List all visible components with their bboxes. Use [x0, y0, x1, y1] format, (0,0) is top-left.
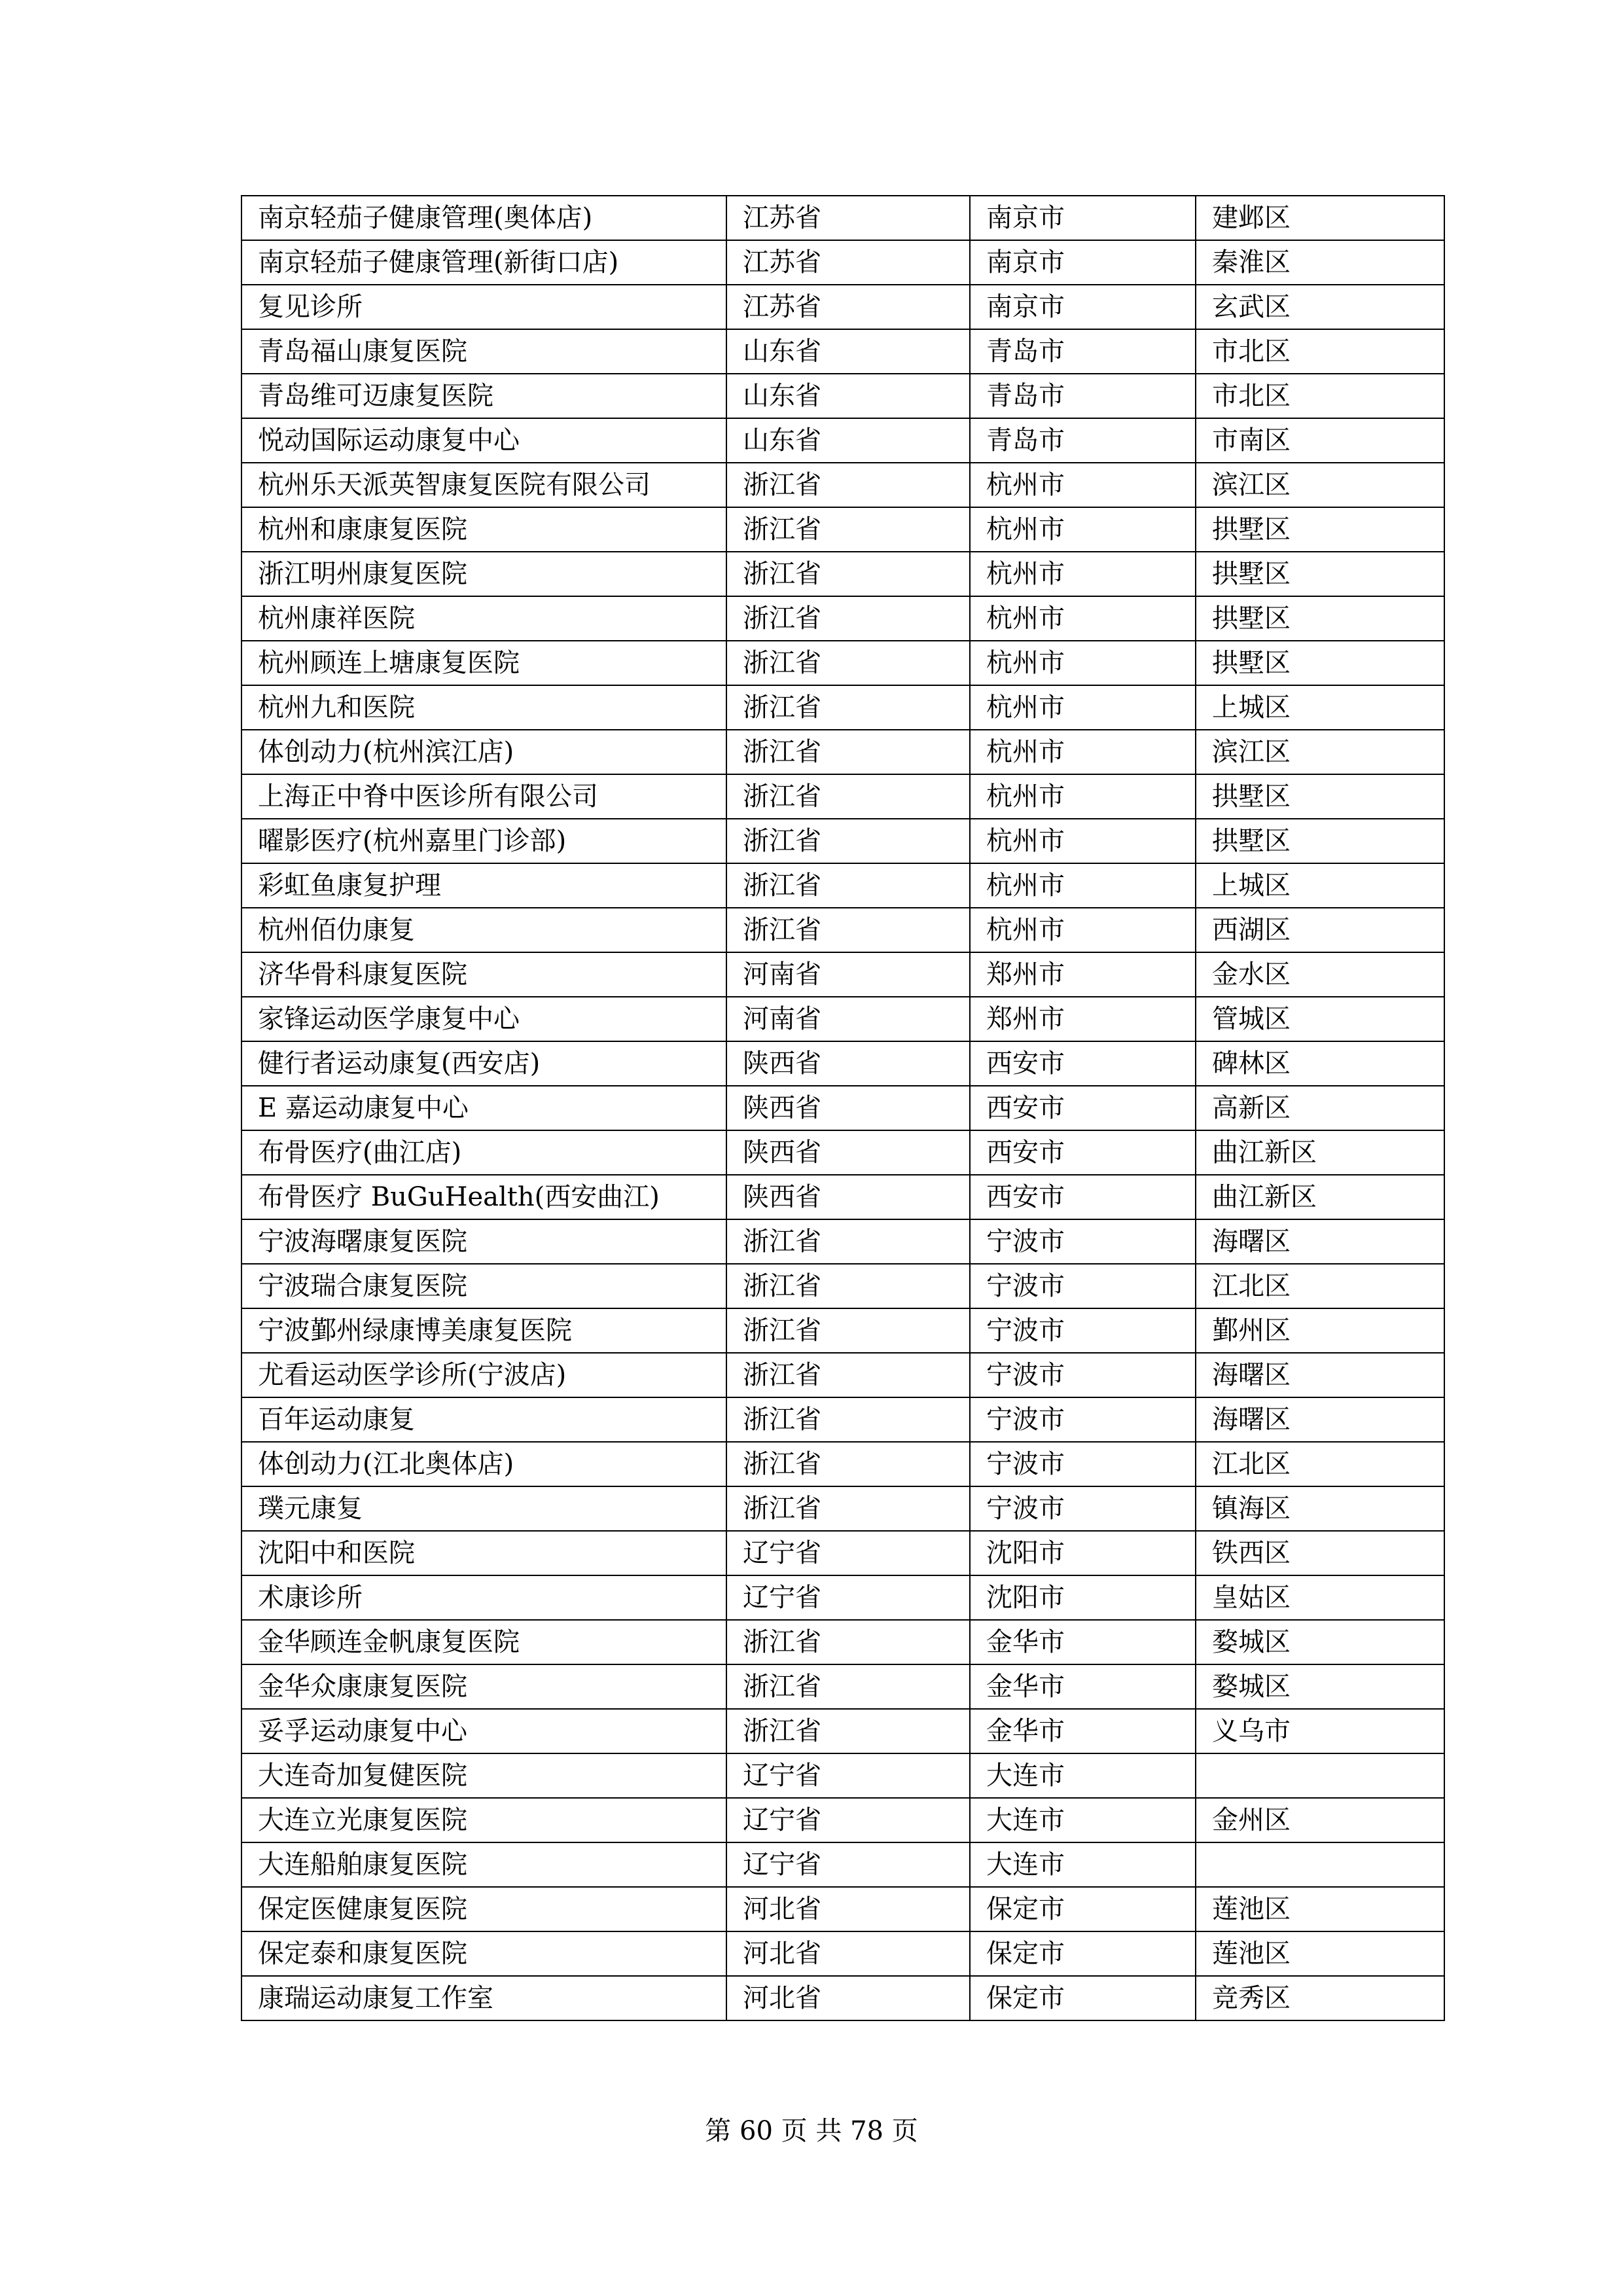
city-cell: 郑州市: [970, 997, 1196, 1041]
city-cell: 杭州市: [970, 863, 1196, 908]
district-cell: 管城区: [1196, 997, 1444, 1041]
institution-name-cell: 曜影医疗(杭州嘉里门诊部): [241, 819, 726, 863]
institution-name-cell: 彩虹鱼康复护理: [241, 863, 726, 908]
city-cell: 宁波市: [970, 1397, 1196, 1442]
province-cell: 浙江省: [726, 1486, 970, 1531]
table-row: [241, 952, 1444, 997]
institution-name-cell: 金华众康康复医院: [241, 1664, 726, 1709]
page-footer: [0, 2113, 1623, 2149]
city-cell: 西安市: [970, 1041, 1196, 1086]
institution-name-cell: 保定泰和康复医院: [241, 1931, 726, 1976]
table-row: [241, 596, 1444, 641]
table-row: [241, 819, 1444, 863]
province-cell: 浙江省: [726, 641, 970, 685]
table-row: [241, 1442, 1444, 1486]
district-cell: 莲池区: [1196, 1931, 1444, 1976]
institution-name-cell: 杭州佰仂康复: [241, 908, 726, 952]
district-cell: 拱墅区: [1196, 596, 1444, 641]
province-cell: 浙江省: [726, 819, 970, 863]
province-cell: 浙江省: [726, 596, 970, 641]
city-cell: 宁波市: [970, 1353, 1196, 1397]
table-row: [241, 374, 1444, 418]
institution-name-cell: 沈阳中和医院: [241, 1531, 726, 1575]
institution-name-cell: 健行者运动康复(西安店): [241, 1041, 726, 1086]
institution-name-cell: 璞元康复: [241, 1486, 726, 1531]
table-row: [241, 1175, 1444, 1219]
city-cell: 杭州市: [970, 685, 1196, 730]
district-cell: 竞秀区: [1196, 1976, 1444, 2020]
province-cell: 浙江省: [726, 507, 970, 552]
district-cell: 莲池区: [1196, 1887, 1444, 1931]
province-cell: 浙江省: [726, 863, 970, 908]
province-cell: 浙江省: [726, 1353, 970, 1397]
institution-table: [241, 195, 1445, 2021]
institution-name-cell: 金华顾连金帆康复医院: [241, 1620, 726, 1664]
province-cell: 江苏省: [726, 240, 970, 285]
province-cell: 浙江省: [726, 1442, 970, 1486]
district-cell: 婺城区: [1196, 1620, 1444, 1664]
city-cell: 保定市: [970, 1887, 1196, 1931]
district-cell: 拱墅区: [1196, 819, 1444, 863]
district-cell: 金州区: [1196, 1798, 1444, 1842]
province-cell: 山东省: [726, 329, 970, 374]
district-cell: 拱墅区: [1196, 552, 1444, 596]
province-cell: 河北省: [726, 1887, 970, 1931]
institution-name-cell: 杭州康祥医院: [241, 596, 726, 641]
table-row: [241, 1798, 1444, 1842]
table-body: [241, 196, 1444, 2020]
table-row: [241, 1842, 1444, 1887]
table-row: [241, 1219, 1444, 1264]
city-cell: 杭州市: [970, 507, 1196, 552]
table-row: [241, 1486, 1444, 1531]
city-cell: 青岛市: [970, 374, 1196, 418]
table-row: [241, 1308, 1444, 1353]
district-cell: 拱墅区: [1196, 641, 1444, 685]
province-cell: 山东省: [726, 418, 970, 463]
institution-name-cell: 保定医健康复医院: [241, 1887, 726, 1931]
city-cell: 杭州市: [970, 552, 1196, 596]
district-cell: 上城区: [1196, 685, 1444, 730]
province-cell: 浙江省: [726, 774, 970, 819]
institution-name-cell: 体创动力(杭州滨江店): [241, 730, 726, 774]
city-cell: 金华市: [970, 1709, 1196, 1753]
table-row: [241, 1130, 1444, 1175]
province-cell: 浙江省: [726, 730, 970, 774]
table-row: [241, 463, 1444, 507]
province-cell: 浙江省: [726, 1264, 970, 1308]
institution-name-cell: 南京轻茄子健康管理(新街口店): [241, 240, 726, 285]
table-row: [241, 641, 1444, 685]
district-cell: 海曙区: [1196, 1219, 1444, 1264]
district-cell: 拱墅区: [1196, 507, 1444, 552]
district-cell: 西湖区: [1196, 908, 1444, 952]
district-cell: 建邺区: [1196, 196, 1444, 240]
district-cell: 高新区: [1196, 1086, 1444, 1130]
city-cell: 青岛市: [970, 418, 1196, 463]
district-cell: 秦淮区: [1196, 240, 1444, 285]
table-row: [241, 285, 1444, 329]
province-cell: 浙江省: [726, 1219, 970, 1264]
district-cell: 海曙区: [1196, 1397, 1444, 1442]
district-cell: 滨江区: [1196, 730, 1444, 774]
city-cell: 西安市: [970, 1130, 1196, 1175]
district-cell: 镇海区: [1196, 1486, 1444, 1531]
table-row: [241, 1664, 1444, 1709]
province-cell: 浙江省: [726, 1620, 970, 1664]
province-cell: 河南省: [726, 997, 970, 1041]
table-row: [241, 329, 1444, 374]
table-row: [241, 1086, 1444, 1130]
province-cell: 辽宁省: [726, 1531, 970, 1575]
institution-name-cell: 杭州乐天派英智康复医院有限公司: [241, 463, 726, 507]
city-cell: 大连市: [970, 1798, 1196, 1842]
city-cell: 宁波市: [970, 1219, 1196, 1264]
current-page-number: 60: [740, 2116, 773, 2146]
city-cell: 杭州市: [970, 774, 1196, 819]
institution-name-cell: 百年运动康复: [241, 1397, 726, 1442]
institution-name-cell: 康瑞运动康复工作室: [241, 1976, 726, 2020]
district-cell: 江北区: [1196, 1442, 1444, 1486]
district-cell: 海曙区: [1196, 1353, 1444, 1397]
city-cell: 南京市: [970, 240, 1196, 285]
province-cell: 江苏省: [726, 196, 970, 240]
province-cell: 江苏省: [726, 285, 970, 329]
province-cell: 浙江省: [726, 1664, 970, 1709]
table-row: [241, 1931, 1444, 1976]
institution-name-cell: 妥孚运动康复中心: [241, 1709, 726, 1753]
province-cell: 浙江省: [726, 1308, 970, 1353]
district-cell: 曲江新区: [1196, 1130, 1444, 1175]
province-cell: 浙江省: [726, 1709, 970, 1753]
district-cell: 江北区: [1196, 1264, 1444, 1308]
institution-name-cell: 南京轻茄子健康管理(奥体店): [241, 196, 726, 240]
province-cell: 辽宁省: [726, 1798, 970, 1842]
institution-name-cell: 宁波瑞合康复医院: [241, 1264, 726, 1308]
province-cell: 浙江省: [726, 908, 970, 952]
table-row: [241, 1041, 1444, 1086]
district-cell: 市南区: [1196, 418, 1444, 463]
institution-name-cell: 悦动国际运动康复中心: [241, 418, 726, 463]
district-cell: 鄞州区: [1196, 1308, 1444, 1353]
province-cell: 辽宁省: [726, 1753, 970, 1798]
city-cell: 保定市: [970, 1931, 1196, 1976]
table-row: [241, 552, 1444, 596]
table-row: [241, 997, 1444, 1041]
institution-name-cell: 布骨医疗(曲江店): [241, 1130, 726, 1175]
institution-name-cell: 家锋运动医学康复中心: [241, 997, 726, 1041]
institution-name-cell: 尤看运动医学诊所(宁波店): [241, 1353, 726, 1397]
institution-name-cell: 术康诊所: [241, 1575, 726, 1620]
province-cell: 浙江省: [726, 1397, 970, 1442]
table-row: [241, 196, 1444, 240]
table-row: [241, 774, 1444, 819]
institution-name-cell: 杭州顾连上塘康复医院: [241, 641, 726, 685]
table-row: [241, 1397, 1444, 1442]
city-cell: 西安市: [970, 1175, 1196, 1219]
institution-name-cell: 复见诊所: [241, 285, 726, 329]
city-cell: 宁波市: [970, 1486, 1196, 1531]
institution-name-cell: 大连立光康复医院: [241, 1798, 726, 1842]
institution-name-cell: 青岛维可迈康复医院: [241, 374, 726, 418]
district-cell: 金水区: [1196, 952, 1444, 997]
district-cell: 上城区: [1196, 863, 1444, 908]
table-row: [241, 1264, 1444, 1308]
city-cell: 沈阳市: [970, 1575, 1196, 1620]
institution-name-cell: 青岛福山康复医院: [241, 329, 726, 374]
district-cell: 曲江新区: [1196, 1175, 1444, 1219]
city-cell: 南京市: [970, 285, 1196, 329]
city-cell: 杭州市: [970, 819, 1196, 863]
institution-name-cell: 大连奇加复健医院: [241, 1753, 726, 1798]
institution-name-cell: 宁波鄞州绿康博美康复医院: [241, 1308, 726, 1353]
city-cell: 大连市: [970, 1753, 1196, 1798]
footer-middle: 页 共: [781, 2116, 842, 2146]
province-cell: 陕西省: [726, 1041, 970, 1086]
table-row: [241, 507, 1444, 552]
province-cell: 陕西省: [726, 1130, 970, 1175]
institution-name-cell: 宁波海曙康复医院: [241, 1219, 726, 1264]
province-cell: 河北省: [726, 1976, 970, 2020]
city-cell: 沈阳市: [970, 1531, 1196, 1575]
district-cell: 铁西区: [1196, 1531, 1444, 1575]
city-cell: 金华市: [970, 1620, 1196, 1664]
table-row: [241, 730, 1444, 774]
table-row: [241, 685, 1444, 730]
district-cell: 滨江区: [1196, 463, 1444, 507]
institution-name-cell: 杭州九和医院: [241, 685, 726, 730]
table-row: [241, 418, 1444, 463]
institution-name-cell: 体创动力(江北奥体店): [241, 1442, 726, 1486]
province-cell: 陕西省: [726, 1086, 970, 1130]
district-cell: [1196, 1842, 1444, 1887]
institution-name-cell: 大连船舶康复医院: [241, 1842, 726, 1887]
district-cell: 碑林区: [1196, 1041, 1444, 1086]
province-cell: 浙江省: [726, 685, 970, 730]
institution-name-cell: 浙江明州康复医院: [241, 552, 726, 596]
province-cell: 辽宁省: [726, 1842, 970, 1887]
institution-name-cell: 上海正中脊中医诊所有限公司: [241, 774, 726, 819]
city-cell: 杭州市: [970, 463, 1196, 507]
city-cell: 青岛市: [970, 329, 1196, 374]
province-cell: 陕西省: [726, 1175, 970, 1219]
table-row: [241, 1353, 1444, 1397]
district-cell: 市北区: [1196, 329, 1444, 374]
table-row: [241, 1709, 1444, 1753]
table-row: [241, 1887, 1444, 1931]
city-cell: 金华市: [970, 1664, 1196, 1709]
institution-name-cell: 布骨医疗 BuGuHealth(西安曲江): [241, 1175, 726, 1219]
province-cell: 山东省: [726, 374, 970, 418]
district-cell: 玄武区: [1196, 285, 1444, 329]
province-cell: 河南省: [726, 952, 970, 997]
city-cell: 杭州市: [970, 596, 1196, 641]
table-row: [241, 1575, 1444, 1620]
district-cell: [1196, 1753, 1444, 1798]
city-cell: 宁波市: [970, 1442, 1196, 1486]
city-cell: 大连市: [970, 1842, 1196, 1887]
province-cell: 河北省: [726, 1931, 970, 1976]
district-cell: 义乌市: [1196, 1709, 1444, 1753]
district-cell: 婺城区: [1196, 1664, 1444, 1709]
city-cell: 宁波市: [970, 1264, 1196, 1308]
city-cell: 南京市: [970, 196, 1196, 240]
province-cell: 辽宁省: [726, 1575, 970, 1620]
city-cell: 杭州市: [970, 908, 1196, 952]
city-cell: 郑州市: [970, 952, 1196, 997]
institution-name-cell: 济华骨科康复医院: [241, 952, 726, 997]
city-cell: 西安市: [970, 1086, 1196, 1130]
city-cell: 保定市: [970, 1976, 1196, 2020]
institution-name-cell: 杭州和康康复医院: [241, 507, 726, 552]
table-row: [241, 240, 1444, 285]
table-row: [241, 1531, 1444, 1575]
footer-prefix: 第: [705, 2116, 732, 2146]
table-row: [241, 863, 1444, 908]
footer-suffix: 页: [891, 2116, 918, 2146]
district-cell: 拱墅区: [1196, 774, 1444, 819]
district-cell: 皇姑区: [1196, 1575, 1444, 1620]
city-cell: 杭州市: [970, 730, 1196, 774]
table-row: [241, 908, 1444, 952]
institution-name-cell: E 嘉运动康复中心: [241, 1086, 726, 1130]
province-cell: 浙江省: [726, 463, 970, 507]
city-cell: 杭州市: [970, 641, 1196, 685]
total-page-number: 78: [850, 2116, 883, 2146]
table-row: [241, 1753, 1444, 1798]
table-row: [241, 1976, 1444, 2020]
city-cell: 宁波市: [970, 1308, 1196, 1353]
table-row: [241, 1620, 1444, 1664]
province-cell: 浙江省: [726, 552, 970, 596]
district-cell: 市北区: [1196, 374, 1444, 418]
